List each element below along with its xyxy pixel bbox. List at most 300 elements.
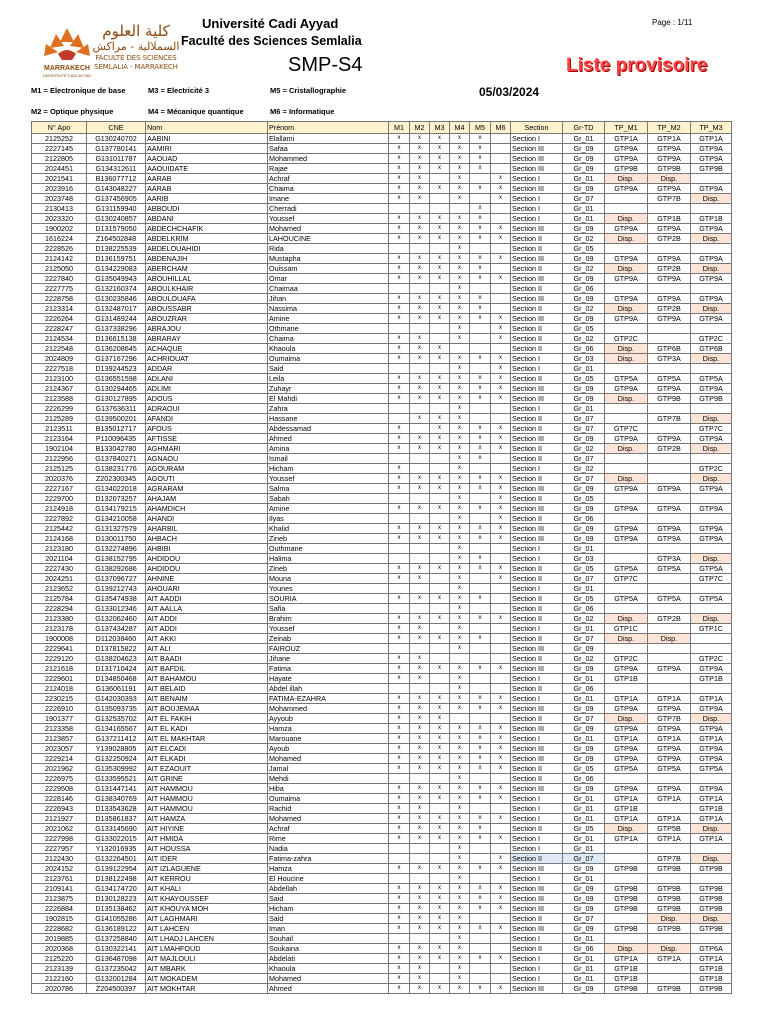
section-cell: Section III — [511, 294, 563, 304]
tp-m2-cell — [648, 684, 691, 694]
tp-m2-cell: GTP2B — [648, 614, 691, 624]
nom-cell: AIT MOKHTAR — [146, 984, 268, 994]
grtd-cell: Gr_01 — [563, 584, 605, 594]
tp-m1-cell: Disp. — [605, 944, 648, 954]
m6-cell: x — [491, 494, 511, 504]
tp-m1-cell: Disp. — [605, 714, 648, 724]
m6-cell: x — [491, 434, 511, 444]
grtd-cell: Gr_07 — [563, 854, 605, 864]
m6-cell: x — [491, 534, 511, 544]
m6-cell: x — [491, 754, 511, 764]
column-header: M5 — [470, 122, 491, 134]
tp-m2-cell: GTP9A — [648, 744, 691, 754]
m5-cell — [470, 284, 491, 294]
tp-m1-cell: GTP5A — [605, 564, 648, 574]
nom-cell: AFTISSE — [146, 434, 268, 444]
m1-cell — [389, 494, 410, 504]
cne-cell: Z164502848 — [87, 234, 146, 244]
m4-cell: x — [450, 254, 470, 264]
m4-cell: x — [450, 834, 470, 844]
nom-cell: AHNINE — [146, 574, 268, 584]
m6-cell: x — [491, 394, 511, 404]
prenom-cell: Amine — [268, 314, 389, 324]
m5-cell — [470, 404, 491, 414]
m1-cell: x — [389, 914, 410, 924]
m1-cell: x — [389, 304, 410, 314]
cne-cell: G141055286 — [87, 914, 146, 924]
m1-cell: x — [389, 964, 410, 974]
column-header: M2 — [410, 122, 430, 134]
tp-m3-cell: GTP9A — [691, 184, 732, 194]
grtd-cell: Gr_09 — [563, 274, 605, 284]
m6-cell: x — [491, 744, 511, 754]
apo-cell: 2021962 — [32, 764, 87, 774]
grtd-cell: Gr_09 — [563, 144, 605, 154]
m4-cell: x — [450, 794, 470, 804]
m2-cell: x — [410, 754, 430, 764]
nom-cell: AIT HIYINE — [146, 824, 268, 834]
m3-cell: x — [430, 734, 450, 744]
m4-cell: x — [450, 164, 470, 174]
grtd-cell: Gr_07 — [563, 714, 605, 724]
table-row — [32, 604, 732, 614]
m5-cell — [470, 604, 491, 614]
tp-m3-cell: GTP9A — [691, 784, 732, 794]
m4-cell: x — [450, 874, 470, 884]
tp-m1-cell: GTP9B — [605, 164, 648, 174]
m4-cell: x — [450, 824, 470, 834]
m2-cell — [410, 404, 430, 414]
apo-cell: 2019885 — [32, 934, 87, 944]
m1-cell: x — [389, 654, 410, 664]
apo-cell: 2227998 — [32, 834, 87, 844]
apo-cell: 2021062 — [32, 824, 87, 834]
m1-cell: x — [389, 274, 410, 284]
m2-cell: x — [410, 674, 430, 684]
apo-cell: 2124168 — [32, 534, 87, 544]
apo-cell: 2023057 — [32, 744, 87, 754]
tp-m1-cell: GTP1A — [605, 814, 648, 824]
tp-m3-cell — [691, 684, 732, 694]
m4-cell: x — [450, 724, 470, 734]
tp-m3-cell: GTP5A — [691, 564, 732, 574]
m1-cell: x — [389, 254, 410, 264]
grtd-cell: Gr_05 — [563, 494, 605, 504]
tp-m1-cell: GTP1B — [605, 964, 648, 974]
tp-m1-cell: GTP1B — [605, 804, 648, 814]
table-row — [32, 564, 732, 574]
table-row — [32, 454, 732, 464]
m3-cell — [430, 514, 450, 524]
section-cell: Section II — [511, 334, 563, 344]
tp-m2-cell: GTP9B — [648, 394, 691, 404]
nom-cell: ADLIMI — [146, 384, 268, 394]
tp-m1-cell: Disp. — [605, 824, 648, 834]
prenom-cell: Salma — [268, 484, 389, 494]
section-cell: Section III — [511, 184, 563, 194]
m3-cell: x — [430, 944, 450, 954]
tp-m2-cell — [648, 624, 691, 634]
m3-cell: x — [430, 744, 450, 754]
nom-cell: AARIB — [146, 194, 268, 204]
tp-m1-cell: GTP1A — [605, 954, 648, 964]
table-row — [32, 514, 732, 524]
prenom-cell: Ilyas — [268, 514, 389, 524]
tp-m1-cell: Disp. — [605, 264, 648, 274]
module-m3-label: M3 = Electricité 3 — [148, 86, 210, 95]
tp-m2-cell: GTP1A — [648, 834, 691, 844]
m2-cell: x — [410, 824, 430, 834]
m6-cell: x — [491, 784, 511, 794]
apo-cell: 2123178 — [32, 624, 87, 634]
tp-m2-cell — [648, 574, 691, 584]
tp-m1-cell — [605, 604, 648, 614]
apo-cell: 2123588 — [32, 394, 87, 404]
m6-cell: x — [491, 514, 511, 524]
m6-cell: x — [491, 374, 511, 384]
apo-cell: 1900202 — [32, 224, 87, 234]
apo-cell: 1901377 — [32, 714, 87, 724]
tp-m3-cell: GTP9A — [691, 664, 732, 674]
tp-m3-cell — [691, 174, 732, 184]
apo-cell: 2123761 — [32, 874, 87, 884]
section-cell: Section II — [511, 264, 563, 274]
m5-cell — [470, 324, 491, 334]
m1-cell: x — [389, 954, 410, 964]
nom-cell: AIT HMIDA — [146, 834, 268, 844]
m5-cell: x — [470, 144, 491, 154]
m4-cell: x — [450, 364, 470, 374]
apo-cell: 2122805 — [32, 154, 87, 164]
m5-cell: x — [470, 504, 491, 514]
m4-cell: x — [450, 404, 470, 414]
table-row — [32, 814, 732, 824]
cne-cell: G134165567 — [87, 724, 146, 734]
nom-cell: AIT KHAYOUSSEF — [146, 894, 268, 904]
tp-m3-cell: GTP1B — [691, 974, 732, 984]
m5-cell: x — [470, 184, 491, 194]
prenom-cell: Khaoula — [268, 344, 389, 354]
section-cell: Section III — [511, 904, 563, 914]
tp-m2-cell: GTP3A — [648, 354, 691, 364]
cne-cell: G138152795 — [87, 554, 146, 564]
tp-m3-cell: Disp. — [691, 264, 732, 274]
apo-cell: 2229508 — [32, 784, 87, 794]
m2-cell: x — [410, 354, 430, 364]
tp-m1-cell: GTP7C — [605, 424, 648, 434]
prenom-cell: Khalid — [268, 524, 389, 534]
nom-cell: AGOURAM — [146, 464, 268, 474]
cne-cell: Z204500397 — [87, 984, 146, 994]
module-m4-label: M4 = Mécanique quantique — [148, 107, 244, 116]
cne-cell: G137434287 — [87, 624, 146, 634]
apo-cell: 2125220 — [32, 954, 87, 964]
m6-cell: x — [491, 734, 511, 744]
grtd-cell: Gr_01 — [563, 954, 605, 964]
section-cell: Section III — [511, 884, 563, 894]
column-header: Section — [511, 122, 563, 134]
tp-m3-cell: GTP9A — [691, 294, 732, 304]
prenom-cell: Sabah — [268, 494, 389, 504]
tp-m2-cell — [648, 544, 691, 554]
section-cell: Section I — [511, 844, 563, 854]
m2-cell — [410, 604, 430, 614]
tp-m2-cell — [648, 334, 691, 344]
grtd-cell: Gr_01 — [563, 974, 605, 984]
cne-cell: G133022015 — [87, 834, 146, 844]
m6-cell — [491, 544, 511, 554]
table-row — [32, 574, 732, 584]
tp-m3-cell: GTP7C — [691, 424, 732, 434]
nom-cell: ABRAJOU — [146, 324, 268, 334]
apo-cell: 2123139 — [32, 964, 87, 974]
cne-cell: Z202300345 — [87, 474, 146, 484]
tp-m2-cell: GTP9B — [648, 924, 691, 934]
cne-cell: G134312611 — [87, 164, 146, 174]
nom-cell: AARAB — [146, 174, 268, 184]
nom-cell: AIT KERROU — [146, 874, 268, 884]
cne-cell: B133042780 — [87, 444, 146, 454]
tp-m2-cell — [648, 464, 691, 474]
m2-cell: x — [410, 274, 430, 284]
prenom-cell: Mohamed — [268, 974, 389, 984]
m4-cell: x — [450, 154, 470, 164]
tp-m3-cell — [691, 874, 732, 884]
m3-cell: x — [430, 894, 450, 904]
apo-cell: 2226910 — [32, 704, 87, 714]
cne-cell: Y132016935 — [87, 844, 146, 854]
m5-cell: x — [470, 614, 491, 624]
cne-cell: G137780141 — [87, 144, 146, 154]
section-cell: Section III — [511, 394, 563, 404]
cne-cell: G137840271 — [87, 454, 146, 464]
m5-cell — [470, 544, 491, 554]
m4-cell: x — [450, 804, 470, 814]
grtd-cell: Gr_06 — [563, 604, 605, 614]
m6-cell — [491, 624, 511, 634]
m3-cell: x — [430, 534, 450, 544]
m3-cell: x — [430, 594, 450, 604]
tp-m3-cell — [691, 934, 732, 944]
apo-cell: 2122160 — [32, 974, 87, 984]
tp-m2-cell — [648, 674, 691, 684]
cne-cell: G132487017 — [87, 304, 146, 314]
m2-cell: x — [410, 344, 430, 354]
m5-cell: x — [470, 384, 491, 394]
m5-cell — [470, 654, 491, 664]
prenom-cell: Rime — [268, 834, 389, 844]
tp-m1-cell: GTP9A — [605, 744, 648, 754]
grtd-cell: Gr_01 — [563, 734, 605, 744]
m3-cell: x — [430, 634, 450, 644]
m5-cell: x — [470, 154, 491, 164]
m3-cell: x — [430, 474, 450, 484]
tp-m3-cell: GTP1A — [691, 734, 732, 744]
section-cell: Section II — [511, 634, 563, 644]
tp-m1-cell: Disp. — [605, 354, 648, 364]
m1-cell — [389, 244, 410, 254]
tp-m3-cell: GTP5A — [691, 374, 732, 384]
tp-m1-cell: GTP1A — [605, 834, 648, 844]
tp-m3-cell: Disp. — [691, 914, 732, 924]
tp-m2-cell: GTP6B — [648, 344, 691, 354]
section-cell: Section II — [511, 774, 563, 784]
m4-cell: x — [450, 764, 470, 774]
cne-cell: D112038460 — [87, 634, 146, 644]
grtd-cell: Gr_09 — [563, 664, 605, 674]
m4-cell: x — [450, 754, 470, 764]
tp-m2-cell: GTP7B — [648, 714, 691, 724]
tp-m2-cell: GTP9B — [648, 984, 691, 994]
m3-cell: x — [430, 924, 450, 934]
m2-cell — [410, 204, 430, 214]
apo-cell: 2229214 — [32, 754, 87, 764]
tp-m3-cell: Disp. — [691, 614, 732, 624]
tp-m2-cell — [648, 474, 691, 484]
apo-cell: 2228294 — [32, 604, 87, 614]
grtd-cell: Gr_01 — [563, 964, 605, 974]
nom-cell: ABDELOUAHIDI — [146, 244, 268, 254]
m5-cell: x — [470, 824, 491, 834]
prenom-cell: Abdellah — [268, 884, 389, 894]
column-header: TP_M3 — [691, 122, 732, 134]
m1-cell: x — [389, 294, 410, 304]
m5-cell: x — [470, 214, 491, 224]
tp-m1-cell: Disp. — [605, 234, 648, 244]
m1-cell: x — [389, 924, 410, 934]
section-cell: Section II — [511, 454, 563, 464]
tp-m2-cell: Disp. — [648, 174, 691, 184]
apo-cell: 2228247 — [32, 324, 87, 334]
m1-cell: x — [389, 354, 410, 364]
m6-cell: x — [491, 314, 511, 324]
nom-cell: AIT MBARK — [146, 964, 268, 974]
cne-cell: G134022018 — [87, 484, 146, 494]
apo-cell: 2021104 — [32, 554, 87, 564]
m5-cell: x — [470, 274, 491, 284]
prenom-cell: Hamza — [268, 724, 389, 734]
nom-cell: AIT ALI — [146, 644, 268, 654]
m6-cell — [491, 304, 511, 314]
m1-cell — [389, 544, 410, 554]
m3-cell — [430, 404, 450, 414]
tp-m2-cell: GTP1A — [648, 694, 691, 704]
apo-cell: 2122430 — [32, 854, 87, 864]
tp-m3-cell: GTP9A — [691, 144, 732, 154]
tp-m3-cell: GTP9A — [691, 434, 732, 444]
m5-cell: x — [470, 734, 491, 744]
tp-m1-cell — [605, 554, 648, 564]
grtd-cell: Gr_01 — [563, 694, 605, 704]
apo-cell: 2123180 — [32, 544, 87, 554]
prenom-cell: Nassima — [268, 304, 389, 314]
grtd-cell: Gr_01 — [563, 364, 605, 374]
m4-cell: x — [450, 524, 470, 534]
cne-cell: B136077712 — [87, 174, 146, 184]
m3-cell — [430, 604, 450, 614]
tp-m1-cell: GTP2C — [605, 654, 648, 664]
tp-m1-cell — [605, 194, 648, 204]
m6-cell: x — [491, 174, 511, 184]
apo-cell: 2228146 — [32, 794, 87, 804]
tp-m3-cell — [691, 584, 732, 594]
tp-m1-cell: GTP9B — [605, 864, 648, 874]
apo-cell: 1902104 — [32, 444, 87, 454]
table-row — [32, 694, 732, 704]
apo-cell: 2227957 — [32, 844, 87, 854]
tp-m1-cell: GTP1C — [605, 624, 648, 634]
tp-m2-cell: GTP9A — [648, 504, 691, 514]
cne-cell: G138340769 — [87, 794, 146, 804]
m2-cell: x — [410, 624, 430, 634]
prenom-cell: Abdessamad — [268, 424, 389, 434]
m2-cell: x — [410, 724, 430, 734]
m2-cell — [410, 514, 430, 524]
section-cell: Section I — [511, 804, 563, 814]
table-row — [32, 364, 732, 374]
m4-cell: x — [450, 644, 470, 654]
section-cell: Section I — [511, 364, 563, 374]
tp-m3-cell: Disp. — [691, 414, 732, 424]
m5-cell: x — [470, 724, 491, 734]
m5-cell — [470, 684, 491, 694]
cne-cell: G131489244 — [87, 314, 146, 324]
m3-cell: x — [430, 984, 450, 994]
m3-cell: x — [430, 144, 450, 154]
table-header-row — [32, 122, 732, 134]
m6-cell — [491, 264, 511, 274]
grtd-cell: Gr_09 — [563, 484, 605, 494]
tp-m2-cell: GTP9B — [648, 164, 691, 174]
cne-cell: G136189122 — [87, 924, 146, 934]
m5-cell — [470, 624, 491, 634]
table-row — [32, 554, 732, 564]
tp-m1-cell: GTP9A — [605, 154, 648, 164]
m3-cell: x — [430, 184, 450, 194]
grtd-cell: Gr_06 — [563, 774, 605, 784]
apo-cell: 2230215 — [32, 694, 87, 704]
section-cell: Section II — [511, 574, 563, 584]
m5-cell: x — [470, 864, 491, 874]
document-date: 05/03/2024 — [479, 85, 540, 99]
m1-cell: x — [389, 474, 410, 484]
tp-m3-cell: GTP1A — [691, 134, 732, 144]
section-cell: Section II — [511, 344, 563, 354]
m1-cell — [389, 204, 410, 214]
nom-cell: AIT ELCADI — [146, 744, 268, 754]
grtd-cell: Gr_09 — [563, 434, 605, 444]
nom-cell: AHBACH — [146, 534, 268, 544]
m3-cell: x — [430, 264, 450, 274]
tp-m1-cell — [605, 934, 648, 944]
prenom-cell: Cherradi — [268, 204, 389, 214]
m3-cell: x — [430, 564, 450, 574]
m3-cell — [430, 574, 450, 584]
tp-m2-cell — [648, 454, 691, 464]
tp-m1-cell: Disp. — [605, 394, 648, 404]
tp-m2-cell — [648, 964, 691, 974]
tp-m2-cell: Disp. — [648, 914, 691, 924]
m4-cell: x — [450, 974, 470, 984]
m4-cell: x — [450, 134, 470, 144]
logo-arabic-line2: السملالية - مراكش — [92, 40, 180, 53]
tp-m2-cell: GTP9A — [648, 384, 691, 394]
grtd-cell: Gr_05 — [563, 244, 605, 254]
m2-cell: x — [410, 764, 430, 774]
nom-cell: AIT EL KADI — [146, 724, 268, 734]
m3-cell — [430, 174, 450, 184]
table-row — [32, 754, 732, 764]
